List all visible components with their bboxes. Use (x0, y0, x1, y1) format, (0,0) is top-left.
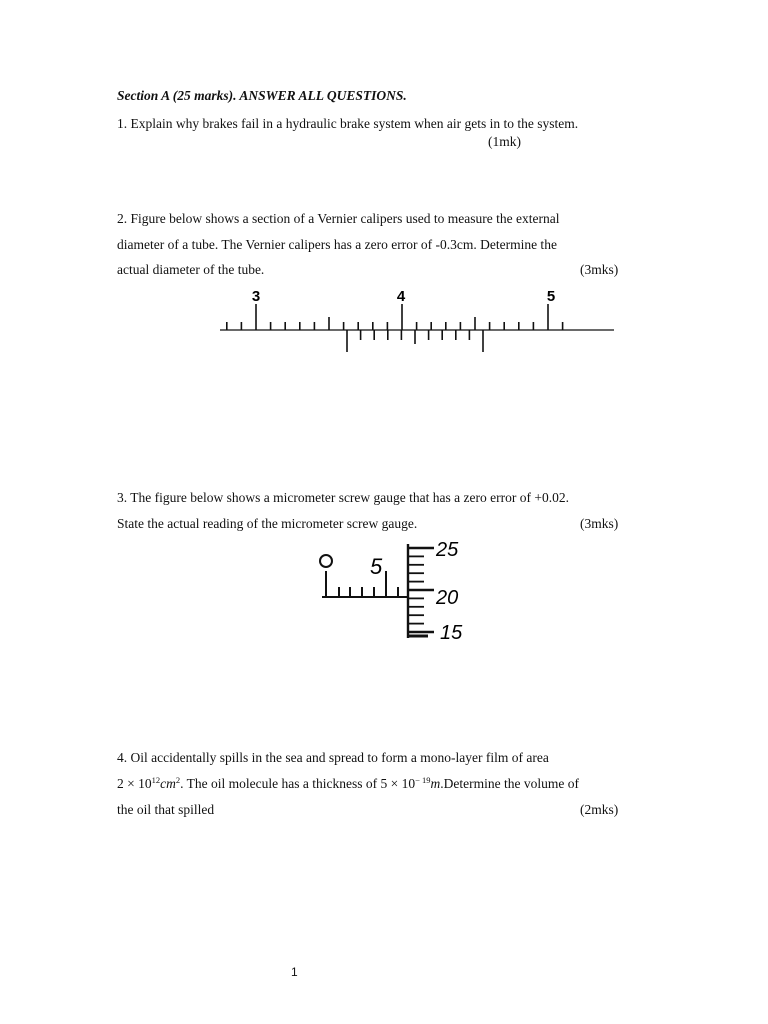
thickness-exponent: − 19 (415, 775, 431, 785)
question-2-line-3: actual diameter of the tube. (117, 262, 265, 277)
main-scale-label-5: 5 (546, 288, 556, 305)
thimble-label-15: 15 (440, 622, 463, 644)
section-heading: Section A (25 marks). ANSWER ALL QUESTIONS. (117, 88, 407, 103)
question-4-line-2 (117, 776, 579, 792)
question-2-marks: (3mks) (580, 262, 619, 277)
area-unit-exponent: 2 (175, 775, 181, 785)
main-scale-label-3: 3 (251, 288, 261, 305)
question-3-line-1: 3. The figure below shows a micrometer screw gauge that has a zero error of +0.02. (117, 490, 569, 505)
question-4-line-2-end: .Determine the volume of (440, 776, 579, 791)
question-2-line-1: 2. Figure below shows a section of a Vernier calipers used to measure the external (117, 211, 560, 226)
main-scale-label-4: 4 (396, 288, 406, 305)
area-unit: cm (160, 776, 176, 791)
micrometer-figure (312, 536, 482, 644)
question-4-mid-text: . The oil molecule has a thickness of (180, 776, 381, 791)
thimble-label-25: 25 (436, 539, 459, 561)
area-exponent: 12 (151, 775, 161, 785)
area-coefficient: 2 × 10 (117, 776, 152, 791)
question-4-line-3: the oil that spilled (117, 802, 215, 817)
vernier-caliper-figure (200, 282, 625, 356)
question-1-text: 1. Explain why brakes fail in a hydraulic brake system when air gets in to the system. (117, 116, 579, 131)
thickness-coefficient: 5 × 10 (380, 776, 416, 791)
question-1-marks: (1mk) (488, 134, 521, 149)
page-number: 1 (291, 965, 298, 979)
question-4-line-1: 4. Oil accidentally spills in the sea and spread to form a mono-layer film of area (117, 750, 549, 765)
thimble-label-20: 20 (436, 587, 459, 609)
sleeve-label-5: 5 (370, 554, 383, 579)
question-3-line-2: State the actual reading of the micrometer screw gauge. (117, 516, 418, 531)
question-3-marks: (3mks) (580, 516, 619, 531)
question-2-line-2: diameter of a tube. The Vernier calipers has a zero error of -0.3cm. Determine the (117, 237, 557, 252)
question-4-marks: (2mks) (580, 802, 619, 817)
thickness-unit: m (430, 776, 441, 791)
